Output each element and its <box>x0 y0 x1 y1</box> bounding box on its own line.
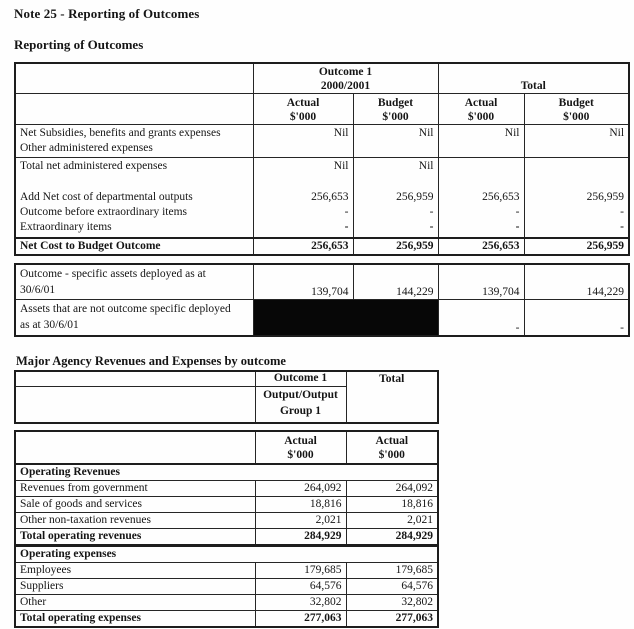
section-heading-reporting-of-outcomes: Reporting of Outcomes <box>14 37 144 52</box>
col-header-label: Budget <box>558 96 594 109</box>
value-cell: Nil 256,959 - - <box>353 157 438 238</box>
total-row-label: Net Cost to Budget Outcome <box>15 238 253 255</box>
row-label-cell: Sale of goods and services <box>15 497 255 513</box>
value-cell: - <box>524 300 629 337</box>
value-cell: 139,704 <box>253 264 353 300</box>
value-cell: 264,092 <box>255 481 346 497</box>
value-cell: 32,802 <box>346 595 438 611</box>
total-operating-revenues-row <box>15 529 438 546</box>
expense-row <box>15 563 438 579</box>
value-cell: - <box>438 300 524 337</box>
row-label-cell: Suppliers <box>15 579 255 595</box>
total-value-cell: 284,929 <box>255 529 346 546</box>
value-cell: Nil <box>253 125 353 158</box>
revenue-row <box>15 513 438 529</box>
col-header-unit: $'000 <box>378 449 405 461</box>
col-header-actual-total <box>346 431 438 464</box>
section-label: Operating expenses <box>15 546 438 563</box>
outcome1-group-year: 2000/2001 <box>320 79 371 92</box>
total-value-cell: 256,959 <box>353 238 438 255</box>
empty-corner-cell <box>15 63 253 94</box>
value-cell: 18,816 <box>346 497 438 513</box>
revenue-row <box>15 481 438 497</box>
value-cell: 64,576 <box>255 579 346 595</box>
net-cost-total-row <box>15 238 629 255</box>
col-header-label: Actual <box>286 96 320 109</box>
total-value-cell: 256,653 <box>438 238 524 255</box>
col-header-unit: $'000 <box>382 110 409 123</box>
total-group-label: Total <box>520 80 546 92</box>
value-cell: 64,576 <box>346 579 438 595</box>
operating-expenses-section-row <box>15 546 438 563</box>
expense-row <box>15 579 438 595</box>
value-cell: Nil <box>524 125 629 158</box>
total-value-cell: 277,063 <box>346 611 438 628</box>
empty-corner-cell <box>15 371 255 387</box>
row-label-cell: Assets that are not outcome specific deployed as at 30/6/01 <box>15 300 253 337</box>
row-label-cell: Net Subsidies, benefits and grants expenses Other administered expenses <box>15 125 253 158</box>
col-header-unit: $'000 <box>287 449 314 461</box>
col-header-unit: $'000 <box>467 110 495 123</box>
row-label-cell: Employees <box>15 563 255 579</box>
value-cell: 256,653 - - <box>438 157 524 238</box>
agency-values-table <box>14 430 439 628</box>
outcome1-header-cell: Outcome 1 <box>255 371 346 387</box>
value-cell: 179,685 <box>346 563 438 579</box>
col-header-budget-total <box>524 94 629 125</box>
agency-subheader-row <box>15 431 438 464</box>
total-row-label: Total operating revenues <box>15 529 255 546</box>
col-header-label: Budget <box>377 96 414 109</box>
col-header-unit: $'000 <box>563 110 590 123</box>
value-cell: 18,816 <box>255 497 346 513</box>
empty-cell <box>15 387 255 424</box>
col-header-label: Actual <box>464 96 498 109</box>
outcome-specific-assets-row <box>15 264 629 300</box>
value-cell: 2,021 <box>346 513 438 529</box>
value-cell: Nil <box>438 125 524 158</box>
total-header-cell: Total <box>346 371 438 423</box>
value-cell: 144,229 <box>353 264 438 300</box>
expense-row <box>15 595 438 611</box>
assets-table <box>14 263 630 337</box>
page-title: Note 25 - Reporting of Outcomes <box>14 6 200 21</box>
value-cell: 264,092 <box>346 481 438 497</box>
value-cell: 179,685 <box>255 563 346 579</box>
value-cell: 2,021 <box>255 513 346 529</box>
row-label-cell: Other <box>15 595 255 611</box>
total-value-cell: 284,929 <box>346 529 438 546</box>
row-label-cell: Revenues from government <box>15 481 255 497</box>
total-value-cell: 256,959 <box>524 238 629 255</box>
outcome1-group-label: Outcome 1 <box>318 65 373 78</box>
row-label-cell: Outcome - specific assets deployed as at 30/6/01 <box>15 264 253 300</box>
col-header-actual-total <box>438 94 524 125</box>
administered-expenses-row <box>15 125 629 158</box>
redacted-cell <box>253 300 438 337</box>
outcomes-subheader-row <box>15 94 629 125</box>
total-group-header-cell <box>438 63 629 94</box>
total-operating-expenses-row <box>15 611 438 628</box>
value-cell: 32,802 <box>255 595 346 611</box>
revenue-row <box>15 497 438 513</box>
agency-group-header-row <box>15 371 438 387</box>
col-header-actual <box>253 94 353 125</box>
col-header-unit: $'000 <box>289 110 317 123</box>
total-value-cell: 277,063 <box>255 611 346 628</box>
total-value-cell: 256,653 <box>253 238 353 255</box>
value-cell: 256,959 - - <box>524 157 629 238</box>
section-label: Operating Revenues <box>15 464 438 481</box>
value-cell: 139,704 <box>438 264 524 300</box>
value-cell: Nil <box>353 125 438 158</box>
empty-corner-cell <box>15 94 253 125</box>
value-cell: Nil 256,653 - - <box>253 157 353 238</box>
outcomes-table <box>14 62 630 256</box>
output-group-header-cell: Output/Output Group 1 <box>255 387 346 424</box>
empty-corner-cell <box>15 431 255 464</box>
total-row-label: Total operating expenses <box>15 611 255 628</box>
operating-revenues-section-row <box>15 464 438 481</box>
outcomes-group-header-row <box>15 63 629 94</box>
col-header-label: Actual <box>375 435 409 447</box>
col-header-actual <box>255 431 346 464</box>
non-outcome-specific-assets-row <box>15 300 629 337</box>
col-header-budget <box>353 94 438 125</box>
col-header-label: Actual <box>284 435 317 447</box>
row-label-cell: Total net administered expenses Add Net cost of departmental outputs Outcome before extraordinary items Extraordinary items <box>15 157 253 238</box>
outcome1-group-header-cell <box>253 63 438 94</box>
net-cost-detail-row <box>15 157 629 238</box>
row-label-cell: Other non-taxation revenues <box>15 513 255 529</box>
section-heading-major-agency: Major Agency Revenues and Expenses by outcome <box>16 354 286 368</box>
value-cell: 144,229 <box>524 264 629 300</box>
agency-header-table <box>14 370 439 424</box>
